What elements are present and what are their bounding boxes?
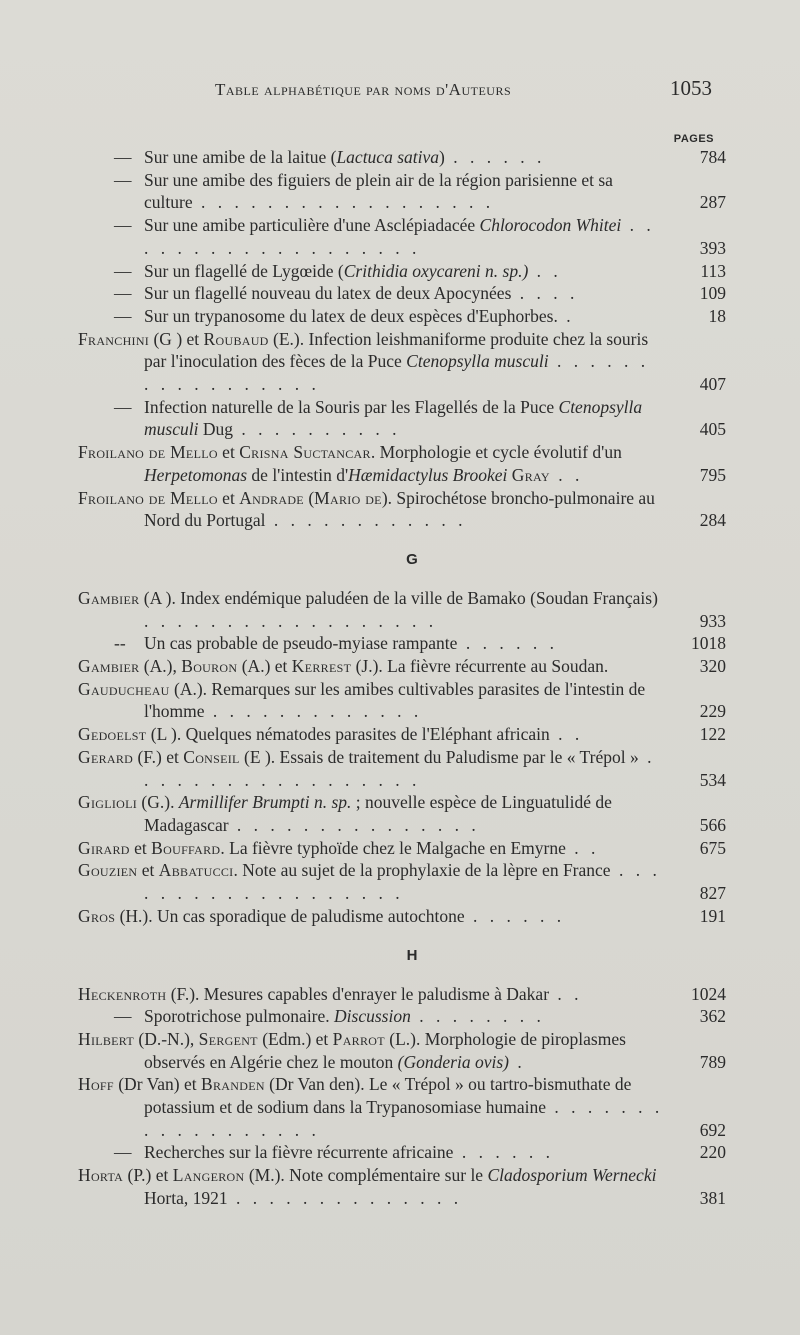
entry-title: (J.). La fièvre récurrente au Soudan. xyxy=(351,656,609,677)
species-name: Hæmidactylus Brookei xyxy=(348,464,508,485)
index-entry xyxy=(78,1164,726,1209)
entry-title: et xyxy=(217,487,240,508)
species-name: Ctenopsylla musculi xyxy=(406,351,549,372)
index-body xyxy=(78,146,726,1210)
species-name: Herpetomonas xyxy=(144,464,248,485)
entry-title: Sporotrichose pulmonaire. xyxy=(144,1006,335,1027)
author-name: Gauducheau xyxy=(78,678,170,699)
leader-dots: . . xyxy=(549,464,584,485)
page-ref: 407 xyxy=(699,374,726,395)
page-ref: 113 xyxy=(700,260,726,281)
leader-dots: . . . . . . . . . . xyxy=(232,419,401,440)
ditto-dash: — xyxy=(114,283,132,304)
entry-title: Dug xyxy=(198,419,233,440)
author-name: Sergent xyxy=(198,1028,258,1049)
species-name: Lactuca sativa xyxy=(336,147,439,167)
leader-dots: . . . . . . . . . . . . . . xyxy=(227,1187,463,1208)
running-head xyxy=(0,76,800,106)
page-ref: 109 xyxy=(699,283,726,304)
entry-title: Sur un flagellé de Lygœide ( xyxy=(144,260,344,281)
leader-dots: . . . . . . . . . . . . . . . . . . xyxy=(192,192,495,213)
entry-title: Recherches sur la fièvre récurrente africaine xyxy=(144,1142,454,1163)
entry-title: (D.-N.), xyxy=(134,1028,199,1049)
ditto-dash: — xyxy=(114,169,132,190)
entry-title: (E.). Infection leishmaniforme produite chez la souris par l'inoculation des fèces de la Puce xyxy=(144,328,649,372)
page-ref: 784 xyxy=(699,147,726,167)
page-ref: 362 xyxy=(699,1006,726,1027)
index-entry xyxy=(78,146,726,169)
entry-title: (Edm.) et xyxy=(257,1028,333,1049)
entry-title: (G ) et xyxy=(149,328,204,349)
author-name: Gambier xyxy=(78,587,140,608)
leader-dots: . . . . . . xyxy=(453,1142,554,1163)
page-ref: 566 xyxy=(699,814,726,835)
entry-title: (Dr Van) et xyxy=(113,1074,202,1095)
page-ref: 284 xyxy=(699,510,726,531)
author-name: Conseil xyxy=(183,746,240,767)
leader-dots: . . . . . . xyxy=(457,633,558,654)
leader-dots: . . . . . . xyxy=(444,147,546,167)
author-name: Kerrest xyxy=(291,656,352,677)
page-ref: 933 xyxy=(699,610,726,631)
entry-title: (L.). Morphologie de piroplasmes observés en Algérie chez le mouton xyxy=(144,1028,626,1072)
entry-title: (P.) et xyxy=(123,1165,173,1186)
index-entry xyxy=(78,837,726,860)
author-name: Froilano de Mello xyxy=(78,487,218,508)
entry-title: ; nouvelle espèce de Linguatulidé de Madagascar xyxy=(144,792,612,835)
index-entry xyxy=(78,214,726,259)
author-name: Horta xyxy=(78,1165,124,1186)
leader-dots: . . . . . . . . . . . . . . . . . . xyxy=(144,610,438,631)
entry-title: (A.). Remarques sur les amibes cultivables parasites de l'intestin de l'homme xyxy=(144,678,646,722)
entry-text xyxy=(78,746,726,791)
entry-title: et xyxy=(137,860,159,881)
entry-title: Sur une amibe des figuiers de plein air de la région parisienne et sa culture xyxy=(144,169,613,213)
leader-dots: . . . . . . . . . . . . . . . . . . xyxy=(144,746,656,790)
entry-text xyxy=(78,487,726,532)
pages-column-label: PAGES xyxy=(673,133,714,145)
leader-dots: . . . . . . . . . . . . xyxy=(265,510,467,531)
leader-dots: . . . . . . . . . . . . . . . . . . . xyxy=(144,860,661,904)
species-name: Discussion xyxy=(334,1006,411,1027)
species-name: Cladosporium Wernecki xyxy=(487,1165,657,1186)
entry-text xyxy=(78,791,726,836)
index-entry xyxy=(78,260,726,283)
author-name: Girard xyxy=(78,837,130,858)
page-ref: 320 xyxy=(699,656,726,677)
ditto-dash: — xyxy=(114,1142,132,1163)
page-ref: 534 xyxy=(699,769,726,790)
section-letter: H xyxy=(406,946,418,964)
entry-text xyxy=(78,1073,726,1141)
leader-dots: . xyxy=(508,1051,526,1072)
page-ref: 789 xyxy=(699,1051,726,1072)
page-ref: 381 xyxy=(699,1187,726,1208)
page-ref: 405 xyxy=(699,419,726,440)
author-name: Gedoelst xyxy=(78,724,147,745)
entry-text xyxy=(78,305,726,328)
author-name: Heckenroth xyxy=(78,983,167,1004)
author-name: Roubaud xyxy=(203,328,269,349)
author-name: Parrot xyxy=(332,1028,385,1049)
leader-dots: . . . . xyxy=(511,283,579,304)
leader-dots: . . xyxy=(549,724,584,745)
entry-text xyxy=(78,260,726,283)
entry-text xyxy=(78,983,726,1006)
page-ref: 675 xyxy=(699,837,726,858)
entry-title: et xyxy=(217,442,240,463)
entry-title: et xyxy=(129,837,152,858)
entry-title: Sur un flagellé nouveau du latex de deux Apocynées xyxy=(144,283,512,304)
index-entry xyxy=(78,655,726,678)
index-entry xyxy=(78,791,726,836)
entry-title: (G.). xyxy=(137,792,179,813)
index-entry xyxy=(78,587,726,632)
leader-dots: . . xyxy=(565,837,600,858)
page-ref: 1024 xyxy=(691,983,726,1004)
leader-dots: . . . . . . . . . . . . . . . . . . . xyxy=(144,215,655,258)
author-name: Gerard xyxy=(78,746,134,767)
entry-title: Sur une amibe particulière d'une Asclépiadacée xyxy=(144,215,480,236)
author-name: Bouron xyxy=(181,656,238,677)
entry-title: (Dr Van den). Le « Trépol » ou tartro-bismuthate de potassium et de sodium dans la Trypanosomiase humaine xyxy=(144,1074,632,1118)
author-name: Gouzien xyxy=(78,860,138,881)
index-entry xyxy=(78,983,726,1006)
entry-title: de l'intestin d' xyxy=(247,464,349,485)
entry-title: (A ). Index endémique paludéen de la ville de Bamako (Soudan Français) xyxy=(139,587,658,608)
ditto-dash: — xyxy=(114,396,132,417)
entry-text xyxy=(78,1028,726,1073)
entry-title: ). Spirochétose broncho-pulmonaire au Nord du Portugal xyxy=(144,487,655,531)
index-entry xyxy=(78,859,726,904)
entry-text xyxy=(78,1141,726,1164)
leader-dots: . . . . . . . . . . . . . . . xyxy=(228,814,480,835)
ditto-dash: — xyxy=(114,260,132,281)
author-name: Crisna Suctancar xyxy=(239,442,371,463)
entry-text xyxy=(78,169,726,214)
entry-text xyxy=(78,723,726,746)
entry-title: Infection naturelle de la Souris par les Flagellés de la Puce xyxy=(144,396,559,417)
author-name: Gambier xyxy=(78,656,140,677)
index-entry xyxy=(78,1028,726,1073)
index-entry xyxy=(78,632,726,655)
entry-text xyxy=(78,837,726,860)
author-name: Branden xyxy=(201,1074,265,1095)
index-entry xyxy=(78,1073,726,1141)
entry-title: . La fièvre typhoïde chez le Malgache en Emyrne xyxy=(220,837,566,858)
entry-text xyxy=(78,328,726,396)
index-entry xyxy=(78,487,726,532)
page-ref: 122 xyxy=(699,724,726,745)
author-name: Hoff xyxy=(78,1074,114,1095)
index-entry xyxy=(78,746,726,791)
entry-title: (A.) et xyxy=(237,656,292,677)
index-entry xyxy=(78,328,726,396)
entry-title: Horta, 1921 xyxy=(144,1187,228,1208)
entry-text xyxy=(78,1164,726,1209)
entry-text xyxy=(78,678,726,723)
index-entry xyxy=(78,723,726,746)
entry-text xyxy=(78,441,726,486)
leader-dots: . . xyxy=(549,983,583,1004)
entry-title: . Morphologie et cycle évolutif d'un xyxy=(370,442,622,463)
author-name: Froilano de Mello xyxy=(78,442,218,463)
entry-text xyxy=(78,632,726,655)
page-ref: 692 xyxy=(699,1119,726,1140)
page-ref: 827 xyxy=(699,883,726,904)
author-name: Bouffard xyxy=(151,837,221,858)
entry-title: ( xyxy=(303,487,315,508)
leader-dots: . xyxy=(557,305,575,326)
index-entry xyxy=(78,1141,726,1164)
author-name: Gros xyxy=(78,905,116,926)
entry-text xyxy=(78,146,726,169)
author-name: Andrade xyxy=(239,487,304,508)
page-ref: 795 xyxy=(699,464,726,485)
entry-title: (L ). Quelques nématodes parasites de l'Eléphant africain xyxy=(146,724,550,745)
author-name: Giglioli xyxy=(78,792,138,813)
page-ref: 393 xyxy=(699,237,726,258)
entry-text xyxy=(78,587,726,632)
entry-title: (F.) et xyxy=(133,746,184,767)
author-name: Abbatucci xyxy=(158,860,234,881)
index-entry xyxy=(78,441,726,486)
entry-title: Sur une amibe de la laitue ( xyxy=(144,147,337,167)
leader-dots: . . . . . . . . xyxy=(410,1006,545,1027)
leader-dots: . . . . . . . . . . . . . xyxy=(204,701,423,722)
entry-title: (F.). Mesures capables d'enrayer le paludisme à Dakar xyxy=(166,983,550,1004)
index-entry xyxy=(78,1005,726,1028)
page-ref: 229 xyxy=(699,701,726,722)
index-entry xyxy=(78,169,726,214)
leader-dots: . . xyxy=(528,260,562,281)
ditto-dash: -- xyxy=(114,633,126,654)
entry-text xyxy=(78,905,726,928)
ditto-dash: — xyxy=(114,147,132,167)
entry-title: (A.), xyxy=(139,656,182,677)
page-ref: 220 xyxy=(699,1142,726,1163)
index-entry xyxy=(78,396,726,441)
author-name: Mario de xyxy=(314,487,382,508)
leader-dots: . . . . . . . . . . . . . . . . . . xyxy=(144,1097,664,1140)
entry-title: (H.). Un cas sporadique de paludisme autochtone xyxy=(115,905,465,926)
index-entry xyxy=(78,905,726,928)
entry-text xyxy=(78,655,726,678)
page-number: 1053 xyxy=(670,76,712,100)
entry-title: Sur un trypanosome du latex de deux espèces d'Euphorbes. xyxy=(144,305,558,326)
species-name: Armillifer Brumpti n. sp. xyxy=(178,792,352,813)
species-name: Ctenopsylla musculi xyxy=(144,396,643,440)
running-title: Table alphabétique par noms d'Auteurs xyxy=(215,80,512,99)
index-entry xyxy=(78,305,726,328)
entry-text xyxy=(78,282,726,305)
page-ref: 191 xyxy=(699,905,726,926)
author-name: Gray xyxy=(511,464,550,485)
ditto-dash: — xyxy=(114,1006,132,1027)
author-name: Hilbert xyxy=(78,1028,135,1049)
author-name: Langeron xyxy=(172,1165,245,1186)
index-entry xyxy=(78,678,726,723)
entry-title: (M.). Note complémentaire sur le xyxy=(244,1165,488,1186)
species-name: Chlorocodon Whitei xyxy=(479,215,622,236)
index-entry xyxy=(78,282,726,305)
section-letter: G xyxy=(406,550,418,568)
page-ref: 1018 xyxy=(691,633,726,654)
entry-title: ) xyxy=(439,147,445,167)
entry-title: . Note au sujet de la prophylaxie de la lèpre en France xyxy=(233,860,611,881)
page-ref: 287 xyxy=(699,192,726,213)
page-ref: 18 xyxy=(708,305,726,326)
entry-text xyxy=(78,214,726,259)
author-name: Franchini xyxy=(78,328,150,349)
entry-text xyxy=(78,396,726,441)
species-name: (Gonderia ovis) xyxy=(397,1051,509,1072)
entry-title: (E ). Essais de traitement du Paludisme par le « Trépol » xyxy=(239,746,639,767)
leader-dots: . . . . . . . . . . . . . . . . . xyxy=(144,351,650,395)
ditto-dash: — xyxy=(114,215,132,236)
ditto-dash: — xyxy=(114,305,132,326)
entry-title: Un cas probable de pseudo-myiase rampante xyxy=(144,633,458,654)
entry-text xyxy=(78,859,726,904)
species-name: Crithidia oxycareni n. sp.) xyxy=(343,260,529,281)
leader-dots: . . . . . . xyxy=(464,905,566,926)
entry-text xyxy=(78,1005,726,1028)
